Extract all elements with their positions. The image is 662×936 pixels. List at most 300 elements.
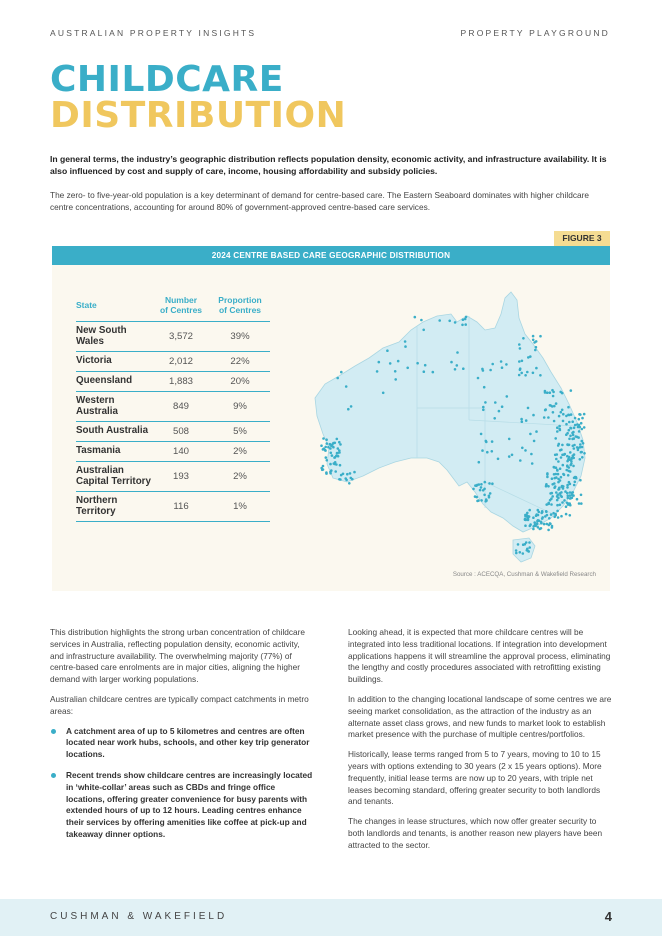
centre-dot	[557, 473, 560, 476]
centre-dot	[464, 318, 467, 321]
centre-dot	[526, 371, 529, 374]
centre-dot	[574, 424, 577, 427]
centre-dot	[332, 442, 335, 445]
centre-dot	[561, 501, 564, 504]
centre-dot	[540, 521, 543, 524]
centre-dot	[524, 524, 527, 527]
centre-dot	[481, 449, 484, 452]
centre-dot	[565, 505, 568, 508]
centre-dot	[559, 391, 562, 394]
state-number: 116	[152, 492, 210, 522]
centre-dot	[558, 415, 561, 418]
centre-dot	[524, 449, 527, 452]
centre-dot	[325, 456, 328, 459]
centre-dot	[558, 443, 561, 446]
catchment-bullets	[50, 726, 315, 841]
centre-dot	[488, 495, 491, 498]
centre-dot	[568, 466, 571, 469]
centre-dot	[573, 427, 576, 430]
centre-dot	[572, 434, 575, 437]
centre-dot	[480, 486, 483, 489]
centre-dot	[533, 440, 536, 443]
centre-dot	[572, 457, 575, 460]
centre-dot	[484, 401, 487, 404]
header-right: PROPERTY PLAYGROUND	[460, 28, 610, 38]
header-proportion	[210, 292, 270, 322]
centre-dot	[325, 438, 328, 441]
state-number: 2,012	[152, 352, 210, 372]
centre-dot	[553, 477, 556, 480]
centre-dot	[534, 525, 537, 528]
centre-dot	[554, 437, 557, 440]
centre-dot	[376, 370, 379, 373]
header-left: AUSTRALIAN PROPERTY INSIGHTS	[50, 28, 257, 38]
centre-dot	[569, 435, 572, 438]
centre-dot	[535, 367, 538, 370]
centre-dot	[550, 503, 553, 506]
centre-dot	[464, 323, 467, 326]
right-paragraph-3: Historically, lease terms ranged from 5 to 7 years, moving to 10 to 15 years with options extending to 30 years (2 x 15 years options). More frequently, initial lease terms are now up to 20 years, with triple net leases becoming standard, offering greater security to both landlords and tenants.	[348, 749, 602, 807]
centre-dot	[529, 525, 532, 528]
centre-dot	[556, 469, 559, 472]
centre-dot	[519, 347, 522, 350]
centre-dot	[519, 551, 522, 554]
table-row	[76, 372, 270, 392]
centre-dot	[577, 426, 580, 429]
centre-dot	[551, 492, 554, 495]
australia-map	[307, 286, 607, 566]
state-proportion: 1%	[210, 492, 270, 522]
centre-dot	[519, 459, 522, 462]
centre-dot	[562, 420, 565, 423]
centre-dot	[569, 494, 572, 497]
centre-dot	[569, 451, 572, 454]
centre-dot	[324, 449, 327, 452]
centre-dot	[560, 411, 563, 414]
centre-dot	[550, 513, 553, 516]
centre-dot	[549, 391, 552, 394]
centre-dot	[574, 417, 577, 420]
centre-dot	[566, 486, 569, 489]
centre-dot	[456, 364, 459, 367]
centre-dot	[558, 428, 561, 431]
centre-dot	[535, 346, 538, 349]
centre-dot	[489, 492, 492, 495]
centre-dot	[580, 422, 583, 425]
centre-dot	[333, 463, 336, 466]
centre-dot	[551, 477, 554, 480]
centre-dot	[571, 438, 574, 441]
centre-dot	[497, 458, 500, 461]
centre-dot	[521, 360, 524, 363]
table-row	[76, 322, 270, 352]
state-name: Northern Territory	[76, 492, 152, 522]
table-row	[76, 352, 270, 372]
centre-dot	[580, 494, 583, 497]
state-number: 140	[152, 442, 210, 462]
centre-dot	[565, 513, 568, 516]
centre-dot	[508, 438, 511, 441]
centre-dot	[520, 372, 523, 375]
centre-dot	[562, 413, 565, 416]
centre-dot	[338, 449, 341, 452]
table-header-row	[76, 292, 270, 322]
centre-dot	[571, 420, 574, 423]
centre-dot	[565, 423, 568, 426]
centre-dot	[475, 484, 478, 487]
centre-dot	[533, 521, 536, 524]
centre-dot	[558, 488, 561, 491]
centre-dot	[557, 460, 560, 463]
centre-dot	[517, 543, 520, 546]
header-number-line2: of Centres	[159, 304, 203, 315]
centre-dot	[416, 362, 419, 365]
centre-dot	[555, 402, 558, 405]
centre-dot	[569, 514, 572, 517]
centre-dot	[521, 447, 524, 450]
centre-dot	[494, 401, 497, 404]
centre-dot	[491, 482, 494, 485]
centre-dot	[561, 485, 564, 488]
centre-dot	[525, 419, 528, 422]
table-row	[76, 392, 270, 422]
centre-dot	[461, 324, 464, 327]
state-number: 193	[152, 462, 210, 492]
centre-dot	[340, 371, 343, 374]
centre-dot	[539, 335, 542, 338]
centre-dot	[532, 335, 535, 338]
centre-dot	[567, 406, 570, 409]
centre-dot	[580, 502, 583, 505]
centre-dot	[488, 482, 491, 485]
state-proportion: 2%	[210, 462, 270, 492]
centre-dot	[489, 369, 492, 372]
centre-dot	[345, 385, 348, 388]
figure-box	[52, 246, 610, 591]
centre-dot	[485, 499, 488, 502]
centre-dot	[559, 492, 562, 495]
centre-dot	[561, 454, 564, 457]
centre-dot	[551, 389, 554, 392]
state-name: Queensland	[76, 372, 152, 392]
centre-dot	[560, 476, 563, 479]
centre-dot	[544, 390, 547, 393]
centre-dot	[522, 337, 525, 340]
centre-dot	[553, 516, 556, 519]
centre-dot	[528, 546, 531, 549]
centre-dot	[556, 510, 559, 513]
centre-dot	[551, 525, 554, 528]
centre-dot	[546, 391, 549, 394]
centre-dot	[338, 478, 341, 481]
centre-dot	[336, 377, 339, 380]
centre-dot	[532, 339, 535, 342]
centre-dot	[531, 462, 534, 465]
centre-dot	[486, 451, 489, 454]
centre-dot	[329, 472, 332, 475]
centre-dot	[532, 516, 535, 519]
centre-dot	[477, 377, 480, 380]
bullet-icon	[51, 729, 56, 734]
centre-dot	[456, 351, 459, 354]
centre-dot	[535, 514, 538, 517]
centre-dot	[567, 503, 570, 506]
table-row	[76, 462, 270, 492]
centre-dot	[347, 408, 350, 411]
centre-dot	[532, 372, 535, 375]
centre-dot	[555, 491, 558, 494]
centre-dot	[414, 316, 417, 319]
centre-dot	[472, 488, 475, 491]
centre-dot	[556, 453, 559, 456]
centre-dot	[581, 446, 584, 449]
state-number: 1,883	[152, 372, 210, 392]
centre-dot	[491, 450, 494, 453]
centre-dot	[556, 426, 559, 429]
centre-dot	[521, 420, 524, 423]
centre-dot	[506, 395, 509, 398]
centre-dot	[493, 417, 496, 420]
centre-dot	[537, 526, 540, 529]
state-number: 3,572	[152, 322, 210, 352]
centre-dot	[573, 453, 576, 456]
bullet-text: A catchment area of up to 5 kilometres and centres are often located near work hubs, schools, and other key trip generator locations.	[66, 725, 310, 760]
header-proportion-line2: of Centres	[218, 304, 262, 315]
centre-dot	[578, 502, 581, 505]
centre-dot	[528, 541, 531, 544]
centre-dot	[552, 411, 555, 414]
centre-dot	[547, 485, 550, 488]
state-number: 508	[152, 422, 210, 442]
centre-dot	[563, 474, 566, 477]
centre-dot	[563, 499, 566, 502]
list-item	[50, 726, 315, 761]
centre-dot	[562, 464, 565, 467]
centre-dot	[582, 442, 585, 445]
right-paragraph-2: In addition to the changing locational landscape of some centres we are seeing market consolidation, as the attraction of the industry as an alternate asset class grows, and new funds to market look to establish market presence with the purchase of multiple centres/portfolios.	[348, 693, 612, 740]
centre-dot	[404, 345, 407, 348]
centre-dot	[555, 466, 558, 469]
centre-dot	[561, 444, 564, 447]
centre-dot	[559, 449, 562, 452]
centre-dot	[555, 458, 558, 461]
centre-dot	[424, 364, 427, 367]
centre-dot	[322, 437, 325, 440]
centre-dot	[556, 504, 559, 507]
centre-dot	[581, 428, 584, 431]
centre-dot	[334, 470, 337, 473]
centre-dot	[326, 442, 329, 445]
centre-dot	[577, 449, 580, 452]
centre-dot	[389, 362, 392, 365]
centre-dot	[522, 552, 525, 555]
centre-dot	[560, 456, 563, 459]
centre-dot	[547, 416, 550, 419]
centre-dot	[556, 499, 559, 502]
centre-dot	[482, 369, 485, 372]
australia-mainland-shape	[315, 292, 585, 532]
centre-dot	[573, 444, 576, 447]
state-name: Australian Capital Territory	[76, 462, 152, 492]
centre-dot	[566, 484, 569, 487]
centre-dot	[406, 367, 409, 370]
centre-dot	[565, 469, 568, 472]
centre-dot	[554, 513, 557, 516]
centre-dot	[567, 414, 570, 417]
centre-dot	[571, 496, 574, 499]
centre-dot	[553, 482, 556, 485]
table-row	[76, 442, 270, 462]
state-proportion: 22%	[210, 352, 270, 372]
centre-dot	[526, 549, 529, 552]
centre-dot	[420, 319, 423, 322]
state-proportion: 2%	[210, 442, 270, 462]
header-number	[152, 292, 210, 322]
centre-dot	[339, 464, 342, 467]
centre-dot	[583, 452, 586, 455]
centre-dot	[526, 512, 529, 515]
state-name: Western Australia	[76, 392, 152, 422]
centre-dot	[550, 497, 553, 500]
centre-dot	[529, 433, 532, 436]
centre-dot	[378, 361, 381, 364]
centre-dot	[518, 343, 521, 346]
centre-dot	[519, 367, 522, 370]
state-proportion: 9%	[210, 392, 270, 422]
list-item	[50, 770, 315, 841]
centre-dot	[482, 406, 485, 409]
centre-dot	[536, 520, 539, 523]
centre-dot	[568, 438, 571, 441]
intro-paragraph: The zero- to five-year-old population is a key determinant of demand for centre-based care. The Eastern Seaboard dominates with higher childcare centre concentrations, accounting for around 80% of government-approved centre-based care services.	[50, 190, 589, 212]
footer	[0, 899, 662, 936]
centre-dot	[338, 441, 341, 444]
title-line-2: DISTRIBUTION	[50, 95, 347, 136]
centre-dot	[570, 427, 573, 430]
centre-dot	[558, 425, 561, 428]
centre-dot	[349, 472, 352, 475]
centre-dot	[438, 319, 441, 322]
centre-dot	[539, 374, 542, 377]
centre-dot	[573, 447, 576, 450]
centre-dot	[570, 462, 573, 465]
centre-dot	[528, 509, 531, 512]
centre-dot	[579, 443, 582, 446]
centre-dot	[551, 495, 554, 498]
bullet-text: Recent trends show childcare centres are increasingly located in ‘white-collar’ areas such as CBDs and fringe office locations, offering greater convenience for busy parents with extended hours of up to 12 hours. Leading centres enhance their services by offering amenities like coffee at pick-up and takeaway dinner options.	[66, 769, 313, 839]
centre-dot	[578, 418, 581, 421]
centre-dot	[337, 447, 340, 450]
centre-dot	[346, 473, 349, 476]
right-paragraph-4: The changes in lease structures, which now offer greater security to both landlords and tenants, is another reason new players have been attracted to the sector.	[348, 816, 603, 850]
centre-dot	[560, 515, 563, 518]
centre-dot	[524, 374, 527, 377]
centre-dot	[529, 355, 532, 358]
state-name: Tasmania	[76, 442, 152, 462]
centre-dot	[454, 368, 457, 371]
centre-dot	[320, 444, 323, 447]
centre-dot	[534, 349, 537, 352]
centre-dot	[336, 438, 339, 441]
centre-dot	[543, 523, 546, 526]
centre-dot	[345, 479, 348, 482]
centre-dot	[331, 454, 334, 457]
centre-dot	[578, 430, 581, 433]
figure-source: Source : ACECQA, Cushman & Wakefield Research	[452, 571, 596, 578]
centre-dot	[505, 363, 508, 366]
centre-dot	[546, 523, 549, 526]
centre-dot	[484, 481, 487, 484]
figure-badge: FIGURE 3	[554, 231, 610, 246]
centre-dot	[500, 360, 503, 363]
centre-dot	[552, 395, 555, 398]
table-row	[76, 492, 270, 522]
centre-dot	[350, 477, 353, 480]
centre-dot	[325, 472, 328, 475]
centre-dot	[480, 483, 483, 486]
centre-dot	[532, 414, 535, 417]
state-name: New South Wales	[76, 322, 152, 352]
left-paragraph-1: This distribution highlights the strong urban concentration of childcare services in Australia, reflecting population density, economic activity, and infrastructure availability. The overwhelming majority (77%) of centre-based care enrolments are in major cities, aligning the higher demand with larger working populations.	[50, 627, 306, 685]
centre-dot	[549, 523, 552, 526]
centre-dot	[574, 476, 577, 479]
centre-dot	[483, 488, 486, 491]
centre-dot	[475, 496, 478, 499]
centre-dot	[565, 433, 568, 436]
centre-dot	[527, 407, 530, 410]
centre-dot	[583, 426, 586, 429]
centre-dot	[339, 443, 342, 446]
centre-dot	[423, 370, 426, 373]
centre-dot	[520, 418, 523, 421]
centre-dot	[394, 378, 397, 381]
centre-dot	[545, 510, 548, 513]
centre-dot	[322, 468, 325, 471]
centre-dot	[485, 441, 488, 444]
centre-dot	[480, 433, 483, 436]
centre-dot	[553, 420, 556, 423]
title-line-1: CHILDCARE	[50, 59, 284, 100]
centre-dot	[501, 405, 504, 408]
centre-dot	[579, 458, 582, 461]
lead-paragraph: In general terms, the industry’s geographic distribution reflects population density, economic activity, and infrastructure availability. It is also influenced by cost and supply of care, income, housing affordability and subsidy policies.	[50, 154, 607, 176]
centre-dot	[556, 430, 559, 433]
centre-dot	[432, 371, 435, 374]
centre-dot	[518, 374, 521, 377]
centre-dot	[547, 502, 550, 505]
centre-dot	[568, 421, 571, 424]
centre-dot	[477, 499, 480, 502]
centre-dot	[576, 436, 579, 439]
centre-dot	[564, 490, 567, 493]
centre-dot	[548, 517, 551, 520]
centre-dot	[569, 470, 572, 473]
header-state: State	[76, 292, 152, 322]
state-name: South Australia	[76, 422, 152, 442]
centre-dot	[491, 363, 494, 366]
centre-dot	[533, 341, 536, 344]
centre-dot	[340, 474, 343, 477]
centre-dot	[482, 409, 485, 412]
centre-dot	[537, 509, 540, 512]
page-title	[50, 59, 347, 136]
centre-dot	[567, 444, 570, 447]
centre-dot	[386, 349, 389, 352]
centre-dot	[557, 481, 560, 484]
centre-dot	[518, 360, 521, 363]
centre-dot	[557, 516, 560, 519]
header-proportion-line1: Proportion	[218, 295, 262, 305]
